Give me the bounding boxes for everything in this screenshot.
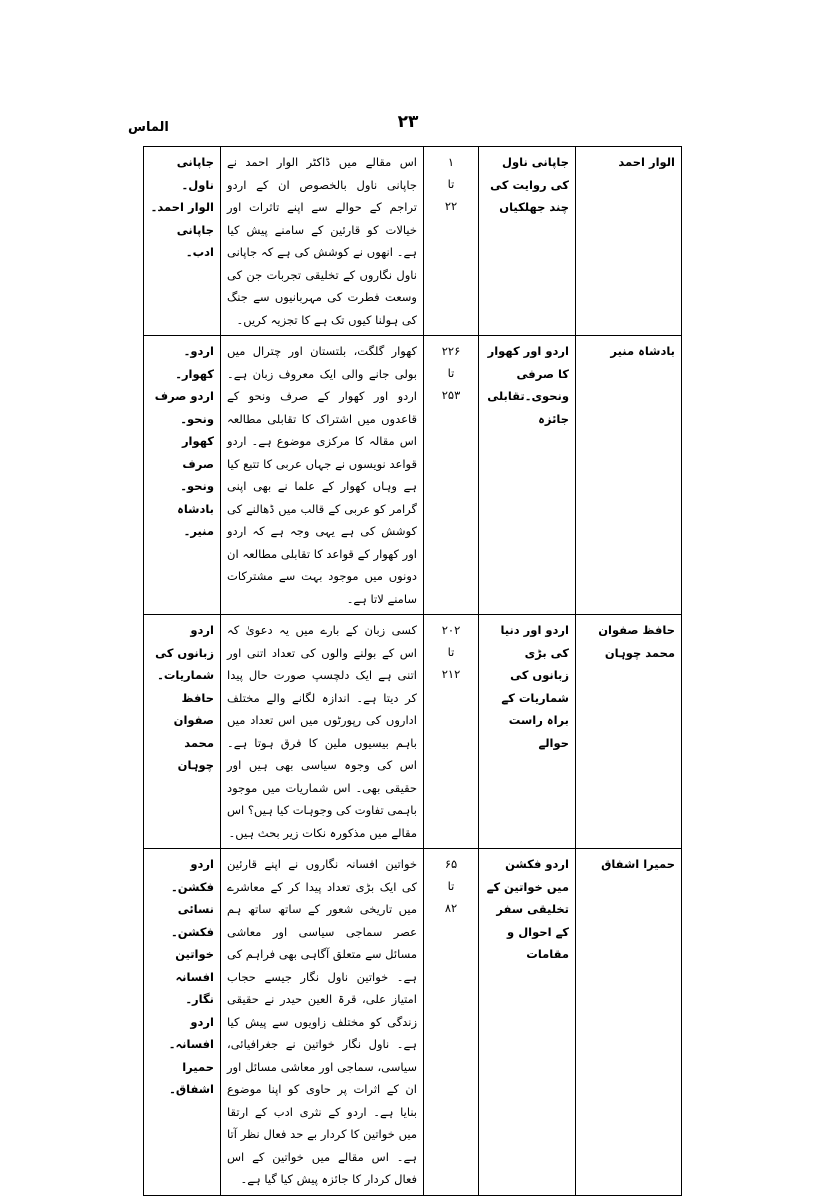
keyword: جاپانی ادب۔ (176, 222, 214, 259)
page-number: ۲۳ (397, 112, 419, 132)
keyword: اردو صرف ونحو۔ (154, 389, 214, 426)
article-index-table (143, 146, 682, 1196)
page-start: ۶۵ (444, 857, 458, 871)
table-row (144, 615, 682, 849)
page-start: ۲۰۲ (441, 623, 461, 637)
keywords-cell (144, 336, 221, 615)
title-cell: جاپانی ناول کی روایت کی چند جھلکیاں (479, 147, 576, 336)
keyword: حافظ صفوان محمد (173, 690, 214, 750)
page-separator: تا (447, 879, 455, 893)
keywords-cell (144, 615, 221, 849)
keywords-cell (144, 849, 221, 1196)
page-separator: تا (447, 366, 455, 380)
keyword: خواتین افسانہ (175, 947, 214, 984)
journal-name: الماس (128, 120, 169, 135)
title-cell: اردو اور کھوار کا صرفی ونحوی۔تقابلی جائزہ (479, 336, 576, 615)
table-row (144, 147, 682, 336)
keyword: اردو فکشن۔ (170, 857, 214, 894)
page-end: ۸۲ (444, 901, 458, 915)
page-end: ۲۵۳ (441, 388, 461, 402)
keyword: جاپانی ناول۔ (176, 155, 214, 192)
keyword: اردو افسانہ۔ (168, 1014, 214, 1051)
keyword: الوار احمد۔ (150, 200, 214, 214)
author-cell: الوار احمد (576, 147, 682, 336)
keyword: اردو۔ کھوار۔ (175, 344, 214, 381)
page-end: ۲۲ (444, 199, 458, 213)
keyword: چوہان (177, 758, 214, 772)
keyword: اردو زبانوں کی (155, 623, 214, 660)
pages-cell (424, 849, 479, 1196)
summary-cell: اس مقالے میں ڈاکٹر الوار احمد نے جاپانی ناول بالخصوص ان کے اردو تراجم کے حوالے سے اپنے تاثرات اور خیالات کو قارئین کے سامنے پیش کیا ہے۔ انھوں نے کوشش کی ہے کہ جاپانی ناول نگاروں کے تخلیقی تجربات جن کی وسعت فطرت کی مہربانیوں سے جنگ کی ہولنا کیوں تک ہے کا تجزیہ کریں۔ (221, 147, 424, 336)
page-separator: تا (447, 177, 455, 191)
pages-cell (424, 336, 479, 615)
keyword: شماریات۔ (157, 668, 214, 682)
keyword: کھوار صرف ونحو۔ (180, 434, 214, 493)
keyword: بادشاہ منیر۔ (177, 501, 214, 538)
page-start: ۱ (447, 155, 455, 169)
keyword: حمیرا اشفاق۔ (169, 1059, 214, 1096)
title-cell: اردو فکشن میں خواتین کے تخلیقی سفر کے احوال و مقامات (479, 849, 576, 1196)
table-row (144, 849, 682, 1196)
summary-cell: کسی زبان کے بارے میں یہ دعویٰ کہ اس کے بولنے والوں کی تعداد اتنی اور اتنی ہے ایک دلچسپ صورت حال پیدا کر دیتا ہے۔ اندازہ لگانے والے مختلف اداروں کی رپورٹوں میں اس تعداد میں باہم بیسیوں ملین کا فرق ہوتا ہے۔ اس کی وجوہ سیاسی بھی ہیں اور حقیقی بھی۔ اس شماریات میں موجود باہمی تفاوت کی وجوہات کیا ہیں؟ اس مقالے میں مذکورہ نکات زیر بحث ہیں۔ (221, 615, 424, 849)
summary-cell: خواتین افسانہ نگاروں نے اپنے قارئین کی ایک بڑی تعداد پیدا کر کے معاشرے میں تاریخی شعور کے ساتھ ساتھ ہم عصر سماجی سیاسی اور معاشی مسائل سے متعلق آگاہی بھی فراہم کی ہے۔ خواتین ناول نگار جیسے حجاب امتیاز علی، قرۃ العین حیدر نے حقیقی زندگی کو مختلف زاویوں سے پیش کیا ہے۔ ناول نگار خواتین نے جغرافیائی، سیاسی، سماجی اور معاشی مسائل اور ان کے اثرات پر حاوی کو اپنا موضوع بنایا ہے۔ اردو کے نثری ادب کے ارتقا میں خواتین کا کردار بے حد فعال نظر آتا ہے۔ اس مقالے میں خواتین کے اس فعال کردار کا جائزہ پیش کیا گیا ہے۔ (221, 849, 424, 1196)
page-start: ۲۲۶ (441, 344, 461, 358)
author-cell: بادشاہ منیر (576, 336, 682, 615)
keywords-cell (144, 147, 221, 336)
title-cell: اردو اور دنیا کی بڑی زبانوں کی شماریات کے براہ راست حوالے (479, 615, 576, 849)
keyword: نگار۔ (185, 992, 214, 1006)
table-row (144, 336, 682, 615)
page-separator: تا (447, 645, 455, 659)
author-cell: حمیرا اشفاق (576, 849, 682, 1196)
page-end: ۲۱۲ (441, 667, 461, 681)
keyword: نسائی فکشن۔ (170, 902, 214, 939)
pages-cell (424, 147, 479, 336)
pages-cell (424, 615, 479, 849)
author-cell: حافظ صفوان محمد چوہان (576, 615, 682, 849)
summary-cell: کھوار گلگت، بلتستان اور چترال میں بولی جانے والی ایک معروف زبان ہے۔ اردو اور کھوار کے صرف ونحو کے قاعدوں میں اشتراک کا تقابلی مطالعہ اس مقالہ کا مرکزی موضوع ہے۔ اردو قواعد نویسوں نے جہاں عربی کا تتبع کیا ہے وہاں کھوار کے علما نے بھی اپنی گرامر کو عربی کے قالب میں ڈھالنے کی کوشش کی ہے یہی وجہ ہے کہ اردو اور کھوار کے قواعد کا تقابلی مطالعہ ان دونوں میں موجود بہت سے مشترکات سامنے لاتا ہے۔ (221, 336, 424, 615)
